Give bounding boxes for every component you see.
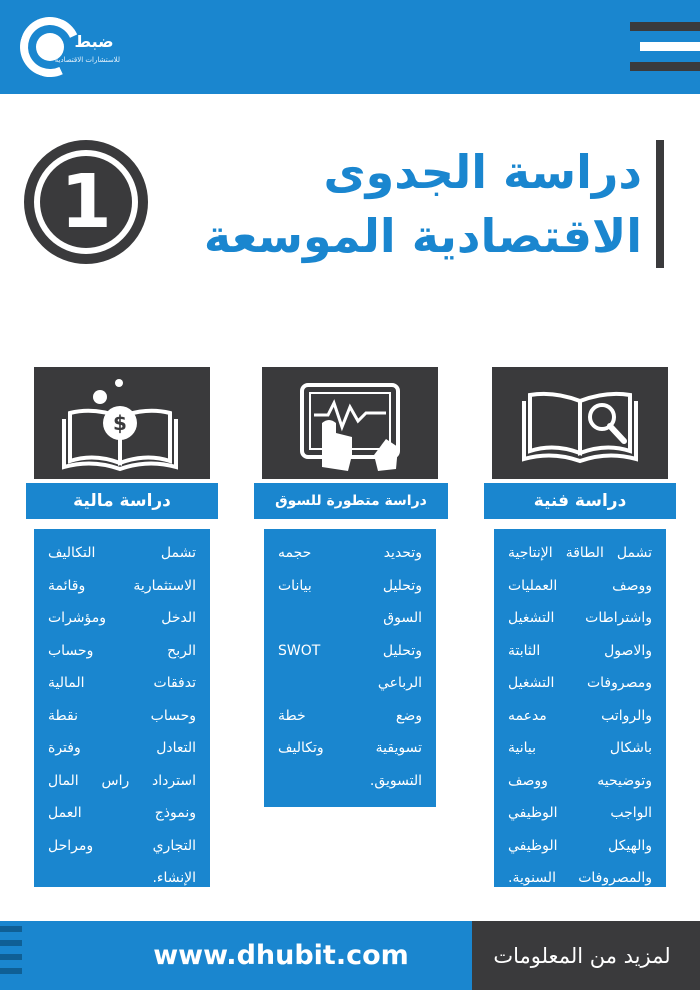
financial-study-header: [34, 367, 210, 479]
text-line: وتوضيحيه ووصف: [508, 772, 652, 789]
technical-study-header: [492, 367, 668, 479]
text-line: التجاري ومراحل: [48, 837, 196, 854]
text-line: تدفقات المالية: [48, 675, 196, 691]
text-line: استرداد راس المال: [48, 772, 196, 789]
title-accent-bar: [656, 140, 664, 268]
text-line: واشتراطات التشغيل: [508, 610, 652, 626]
text-line: الدخل ومؤشرات: [48, 610, 196, 626]
text-line: وحساب نقطة: [48, 707, 196, 724]
stripe: [0, 940, 22, 946]
stripe: [0, 968, 22, 974]
market-study-label: دراسة متطورة للسوق: [254, 483, 448, 519]
step-number-badge: [24, 140, 148, 264]
text-line: ونموذج العمل: [48, 805, 196, 821]
text-line: ومصروفات التشغيل: [508, 675, 652, 691]
text-line: الاستثمارية وقائمة: [48, 577, 196, 594]
text-line: تسويقية وتكاليف: [278, 740, 422, 756]
technical-study-text: [494, 529, 666, 887]
stripe: [0, 926, 22, 932]
header-bar: [0, 0, 700, 94]
step-number: 1: [40, 156, 132, 248]
text-line: باشكال بيانية: [508, 740, 652, 756]
svg-text:$: $: [113, 411, 127, 435]
text-line: الواجب الوظيفي: [508, 805, 652, 821]
text-line: ووصف العمليات: [508, 577, 652, 594]
title-line-1: دراسة الجدوى: [323, 145, 642, 199]
text-line: التسويق.: [369, 772, 422, 789]
text-line: السوق: [383, 610, 422, 626]
text-line: والهيكل الوظيفي: [508, 837, 652, 854]
book-magnifier-icon: [492, 367, 668, 479]
market-study-header: [262, 367, 438, 479]
text-line: والمصروفات السنوية.: [508, 870, 652, 886]
more-info-text: لمزيد من المعلومات: [493, 944, 671, 968]
financial-study-text: [34, 529, 210, 887]
text-line: الرباعي: [377, 675, 422, 691]
stripe: [630, 62, 700, 71]
text-line: تشمل التكاليف: [48, 545, 196, 561]
money-book-icon: [34, 367, 210, 479]
market-study-text: [264, 529, 436, 807]
text-line: وتحليل بيانات: [278, 577, 422, 594]
financial-study-label: دراسة مالية: [26, 483, 218, 519]
brand-tagline: للاستشارات الاقتصادية: [54, 56, 120, 64]
stripe: [0, 954, 22, 960]
stripe: [640, 42, 700, 51]
title-line-2: الاقتصادية الموسعة: [203, 209, 642, 263]
text-line: والاصول الثابتة: [508, 642, 652, 659]
page-title: [162, 140, 642, 268]
technical-study-label: دراسة فنية: [484, 483, 676, 519]
footer-stripes: [0, 926, 22, 986]
text-line: وتحديد حجمه: [278, 545, 422, 561]
text-line: والرواتب مدعمه: [508, 707, 652, 724]
website-link[interactable]: www.dhubit.com: [153, 940, 409, 971]
brand-name: ضبط: [74, 32, 114, 51]
text-line: تشمل الطاقة الإنتاجية: [508, 545, 652, 561]
decorative-stripes: [630, 20, 700, 76]
stripe: [630, 22, 700, 31]
tablet-chart-icon: [262, 367, 438, 479]
text-line: الإنشاء.: [152, 870, 196, 886]
text-line: الربح وحساب: [48, 642, 196, 659]
brand-logo[interactable]: [18, 14, 118, 80]
text-line: وضع خطة: [278, 707, 422, 724]
text-line: التعادل وفترة: [48, 740, 196, 756]
text-line: وتحليل SWOT: [278, 642, 422, 659]
